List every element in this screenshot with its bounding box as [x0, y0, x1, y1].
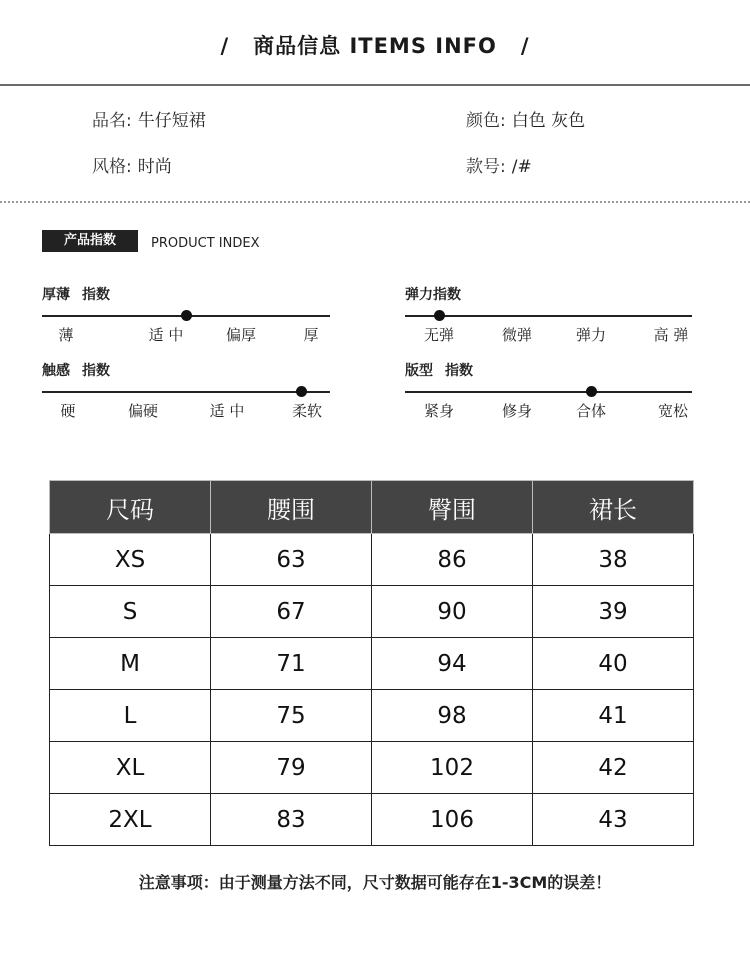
scale-title-b: 指数 — [82, 363, 110, 379]
header-hip: 臀围 — [372, 481, 533, 534]
size-table — [49, 480, 694, 846]
cell-size: XS — [50, 534, 211, 586]
info-style — [92, 152, 172, 177]
cell-hip: 86 — [372, 534, 533, 586]
dotted-divider — [0, 201, 750, 203]
cell-waist: 71 — [211, 638, 372, 690]
info-name — [92, 106, 206, 131]
info-name-label: 品名: — [92, 111, 132, 131]
scale-label: 薄 — [58, 326, 74, 344]
scale-title-a: 触感 — [42, 363, 70, 379]
scale-label: 合体 — [575, 402, 607, 420]
scale-label: 厚 — [303, 326, 319, 344]
scale-label: 无弹 — [423, 326, 455, 344]
scale-marker — [586, 386, 597, 397]
scale-label: 硬 — [60, 402, 76, 420]
scale-marker — [434, 310, 445, 321]
cell-length: 40 — [533, 638, 694, 690]
info-style-value: 时尚 — [137, 157, 172, 177]
scale-title-b: 指数 — [82, 287, 110, 303]
title-slash-left: / — [220, 34, 230, 58]
scale-title-b: 指数 — [445, 363, 473, 379]
info-name-value: 牛仔短裙 — [137, 111, 206, 131]
scale-line — [405, 391, 692, 393]
header-length: 裙长 — [533, 481, 694, 534]
scale-label: 弹力 — [575, 326, 607, 344]
info-model-label: 款号: — [466, 157, 506, 177]
table-row — [50, 794, 694, 846]
scale-label: 适 中 — [209, 402, 245, 420]
cell-waist: 75 — [211, 690, 372, 742]
info-model-value: /# — [511, 157, 532, 177]
header-divider — [0, 84, 750, 86]
scale-label: 宽松 — [657, 402, 689, 420]
scale-label: 适 中 — [148, 326, 184, 344]
product-index-subtitle: PRODUCT INDEX — [151, 236, 260, 251]
cell-waist: 67 — [211, 586, 372, 638]
scale-title — [42, 360, 110, 380]
scale-marker — [296, 386, 307, 397]
scale-label: 高 弹 — [653, 326, 689, 344]
section-title — [0, 30, 750, 60]
cell-length: 42 — [533, 742, 694, 794]
header-waist: 腰围 — [211, 481, 372, 534]
scale-title — [42, 284, 110, 304]
table-row — [50, 586, 694, 638]
scale-label: 微弹 — [501, 326, 533, 344]
info-model — [466, 152, 532, 177]
cell-waist: 63 — [211, 534, 372, 586]
scale-title-a: 弹力指数 — [405, 287, 461, 303]
cell-size: L — [50, 690, 211, 742]
scale-line — [405, 315, 692, 317]
scale-label: 柔软 — [291, 402, 323, 420]
scale-label: 偏硬 — [127, 402, 159, 420]
scale-label: 修身 — [501, 402, 533, 420]
info-color — [466, 106, 585, 131]
scale-label: 紧身 — [423, 402, 455, 420]
cell-length: 38 — [533, 534, 694, 586]
table-row — [50, 742, 694, 794]
table-row — [50, 638, 694, 690]
cell-hip: 94 — [372, 638, 533, 690]
info-style-label: 风格: — [92, 157, 132, 177]
cell-length: 43 — [533, 794, 694, 846]
title-text: 商品信息 ITEMS INFO — [253, 34, 497, 58]
scale-title — [405, 360, 473, 380]
cell-size: S — [50, 586, 211, 638]
cell-hip: 98 — [372, 690, 533, 742]
scale-marker — [181, 310, 192, 321]
cell-length: 39 — [533, 586, 694, 638]
cell-length: 41 — [533, 690, 694, 742]
cell-hip: 102 — [372, 742, 533, 794]
cell-size: M — [50, 638, 211, 690]
table-row — [50, 534, 694, 586]
cell-size: 2XL — [50, 794, 211, 846]
scale-title-a: 厚薄 — [42, 287, 70, 303]
info-color-value: 白色 灰色 — [511, 111, 586, 131]
measurement-note: 注意事项：由于测量方法不同，尺寸数据可能存在1-3CM的误差！ — [138, 873, 612, 892]
cell-waist: 83 — [211, 794, 372, 846]
cell-hip: 106 — [372, 794, 533, 846]
cell-waist: 79 — [211, 742, 372, 794]
product-index-badge: 产品指数 — [42, 230, 138, 252]
table-header-row — [50, 481, 694, 534]
scale-title-a: 版型 — [405, 363, 433, 379]
scale-label: 偏厚 — [225, 326, 257, 344]
cell-hip: 90 — [372, 586, 533, 638]
table-row — [50, 690, 694, 742]
scale-title — [405, 284, 461, 304]
header-size: 尺码 — [50, 481, 211, 534]
scale-line — [42, 391, 330, 393]
cell-size: XL — [50, 742, 211, 794]
info-color-label: 颜色: — [466, 111, 506, 131]
title-slash-right: / — [520, 34, 530, 58]
